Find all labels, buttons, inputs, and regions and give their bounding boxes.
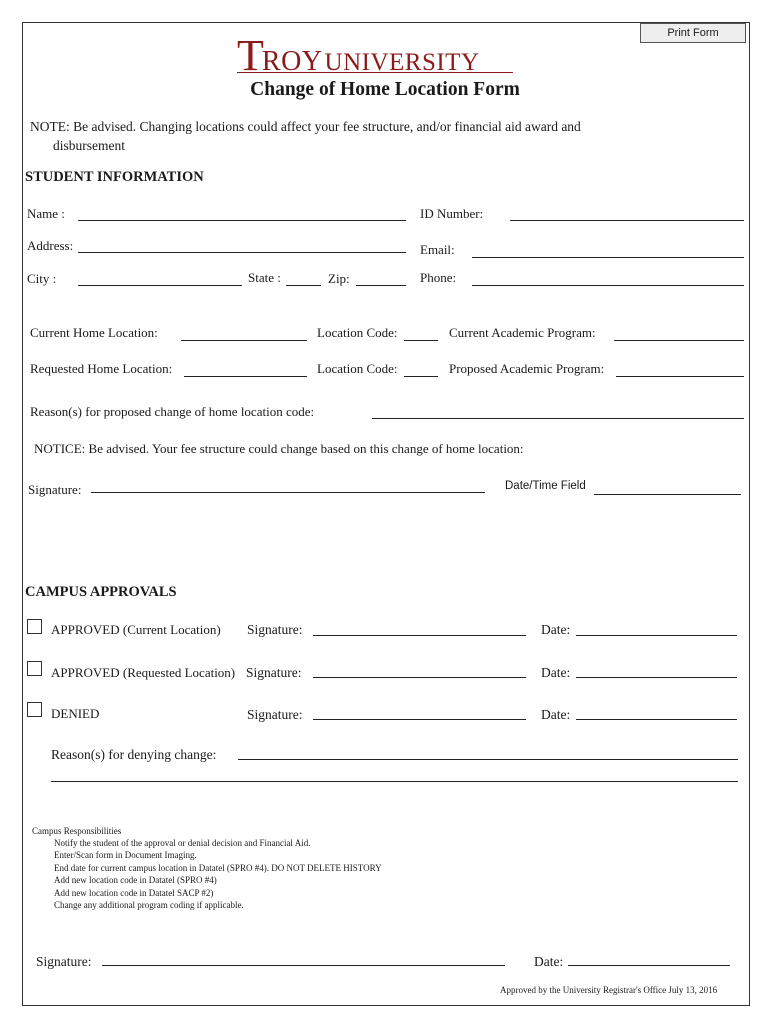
state-label: State : bbox=[248, 270, 281, 285]
approved-requested-date-label: Date: bbox=[541, 665, 571, 680]
denied-checkbox[interactable] bbox=[27, 702, 42, 717]
phone-field[interactable] bbox=[472, 285, 744, 286]
logo-initial: T bbox=[237, 31, 262, 80]
final-date-label: Date: bbox=[534, 954, 564, 969]
form-title: Change of Home Location Form bbox=[250, 79, 520, 100]
denied-date-field[interactable] bbox=[576, 719, 737, 720]
reasons-change-field[interactable] bbox=[372, 418, 744, 419]
id-number-field[interactable] bbox=[510, 220, 744, 221]
responsibility-item: Change any additional program coding if applicable. bbox=[54, 900, 244, 910]
denial-reasons-label: Reason(s) for denying change: bbox=[51, 747, 217, 762]
responsibility-item: Add new location code in Datatel SACP #2) bbox=[54, 888, 214, 898]
requested-home-location-field[interactable] bbox=[184, 376, 307, 377]
denied-signature-label: Signature: bbox=[247, 707, 303, 722]
current-academic-program-field[interactable] bbox=[614, 340, 744, 341]
logo-underline bbox=[237, 72, 513, 73]
student-signature-label: Signature: bbox=[28, 482, 82, 497]
approved-current-date-label: Date: bbox=[541, 622, 571, 637]
approved-requested-label: APPROVED (Requested Location) bbox=[51, 665, 236, 680]
responsibility-item: End date for current campus location in Datatel (SPRO #4). DO NOT DELETE HISTORY bbox=[54, 863, 382, 873]
final-signature-label: Signature: bbox=[36, 954, 92, 969]
proposed-academic-program-field[interactable] bbox=[616, 376, 744, 377]
zip-label: Zip: bbox=[328, 271, 350, 286]
name-label: Name : bbox=[27, 206, 65, 221]
note-line-2: disbursement bbox=[53, 138, 125, 153]
state-field[interactable] bbox=[286, 285, 321, 286]
denial-reasons-field-2[interactable] bbox=[51, 781, 738, 782]
reasons-change-label: Reason(s) for proposed change of home location code: bbox=[30, 404, 315, 419]
troy-university-logo bbox=[237, 30, 480, 81]
current-location-code-label: Location Code: bbox=[317, 325, 398, 340]
approval-note: Approved by the University Registrar's Office July 13, 2016 bbox=[500, 985, 718, 995]
print-form-button[interactable]: Print Form bbox=[640, 23, 746, 43]
approved-current-checkbox[interactable] bbox=[27, 619, 42, 634]
id-number-label: ID Number: bbox=[420, 206, 484, 221]
city-label: City : bbox=[27, 271, 57, 286]
zip-field[interactable] bbox=[356, 285, 406, 286]
student-information-heading: STUDENT INFORMATION bbox=[25, 169, 204, 185]
email-field[interactable] bbox=[472, 257, 744, 258]
requested-location-code-label: Location Code: bbox=[317, 361, 398, 376]
datetime-label: Date/Time Field bbox=[505, 480, 586, 492]
name-field[interactable] bbox=[78, 220, 406, 221]
logo-rest: ROY bbox=[261, 46, 323, 77]
datetime-field[interactable] bbox=[594, 494, 741, 495]
current-home-location-label: Current Home Location: bbox=[30, 325, 158, 340]
responsibility-item: Notify the student of the approval or denial decision and Financial Aid. bbox=[54, 838, 311, 848]
final-date-field[interactable] bbox=[568, 965, 730, 966]
denied-date-label: Date: bbox=[541, 707, 571, 722]
current-home-location-field[interactable] bbox=[181, 340, 307, 341]
approved-current-signature-label: Signature: bbox=[247, 622, 303, 637]
approved-requested-signature-field[interactable] bbox=[313, 677, 526, 678]
campus-responsibilities-title: Campus Responsibilities bbox=[32, 826, 122, 836]
campus-approvals-heading: CAMPUS APPROVALS bbox=[25, 584, 177, 600]
approved-requested-checkbox[interactable] bbox=[27, 661, 42, 676]
address-label: Address: bbox=[27, 238, 74, 253]
denial-reasons-field[interactable] bbox=[238, 759, 738, 760]
final-signature-field[interactable] bbox=[102, 965, 505, 966]
requested-location-code-field[interactable] bbox=[404, 376, 438, 377]
denied-signature-field[interactable] bbox=[313, 719, 526, 720]
approved-requested-date-field[interactable] bbox=[576, 677, 737, 678]
responsibility-item: Add new location code in Datatel (SPRO #4) bbox=[54, 875, 217, 885]
approved-current-label: APPROVED (Current Location) bbox=[51, 622, 221, 637]
student-signature-field[interactable] bbox=[91, 492, 485, 493]
email-label: Email: bbox=[420, 242, 455, 257]
address-field[interactable] bbox=[78, 252, 406, 253]
logo-university: UNIVERSITY bbox=[324, 49, 480, 76]
fee-notice: NOTICE: Be advised. Your fee structure could change based on this change of home location: bbox=[34, 441, 524, 456]
approved-requested-signature-label: Signature: bbox=[246, 665, 302, 680]
phone-label: Phone: bbox=[420, 270, 457, 285]
current-location-code-field[interactable] bbox=[404, 340, 438, 341]
approved-current-signature-field[interactable] bbox=[313, 635, 526, 636]
current-academic-program-label: Current Academic Program: bbox=[449, 325, 596, 340]
denied-label: DENIED bbox=[51, 706, 100, 721]
city-field[interactable] bbox=[78, 285, 242, 286]
responsibility-item: Enter/Scan form in Document Imaging. bbox=[54, 850, 197, 860]
proposed-academic-program-label: Proposed Academic Program: bbox=[449, 361, 605, 376]
requested-home-location-label: Requested Home Location: bbox=[30, 361, 173, 376]
approved-current-date-field[interactable] bbox=[576, 635, 737, 636]
note-line-1: NOTE: Be advised. Changing locations could affect your fee structure, and/or financial aid award and bbox=[30, 119, 581, 134]
